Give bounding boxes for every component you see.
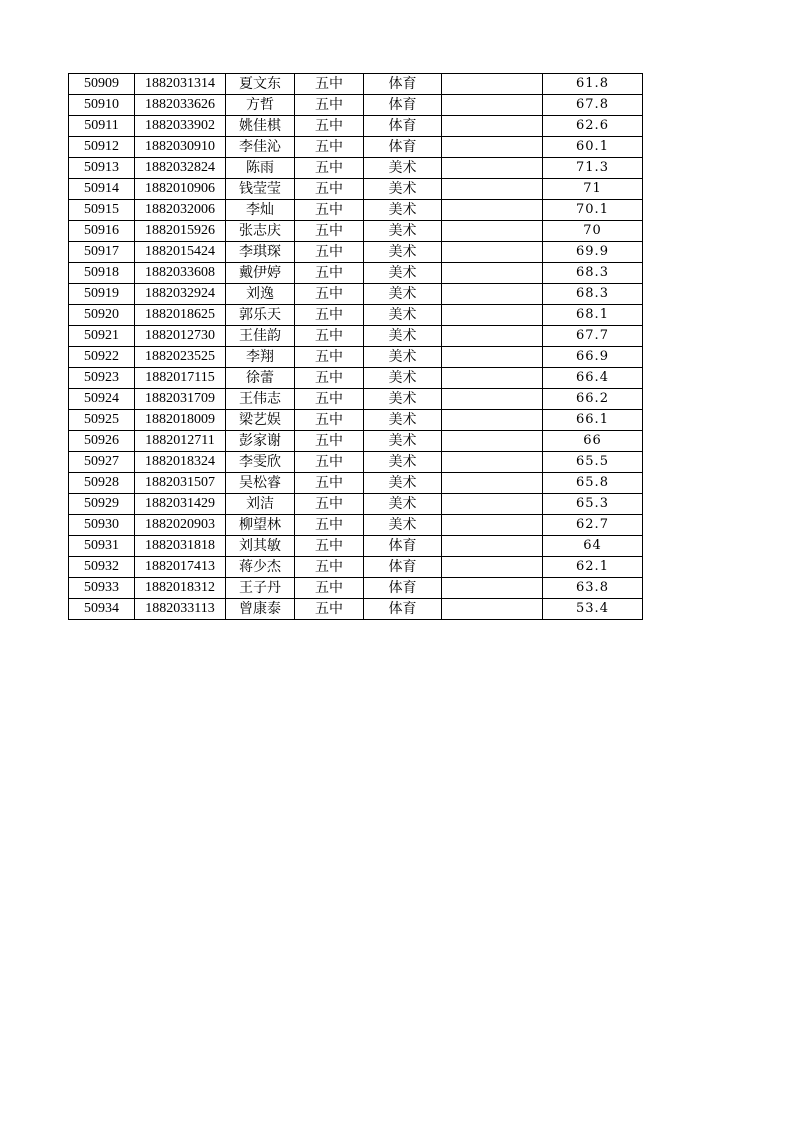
school-cell: 五中	[295, 368, 364, 389]
student-name-cell: 姚佳棋	[226, 116, 295, 137]
school-cell: 五中	[295, 347, 364, 368]
score-cell: 67.8	[543, 95, 643, 116]
school-cell: 五中	[295, 431, 364, 452]
seq-cell: 50926	[69, 431, 135, 452]
blank-cell	[442, 473, 543, 494]
exam-number-cell: 1882031818	[135, 536, 226, 557]
subject-cell: 美术	[364, 326, 442, 347]
exam-number-cell: 1882032006	[135, 200, 226, 221]
school-cell: 五中	[295, 74, 364, 95]
subject-cell: 美术	[364, 368, 442, 389]
table-row	[69, 557, 643, 578]
school-cell: 五中	[295, 515, 364, 536]
score-cell: 60.1	[543, 137, 643, 158]
seq-cell: 50934	[69, 599, 135, 620]
student-name-cell: 曾康泰	[226, 599, 295, 620]
blank-cell	[442, 74, 543, 95]
subject-cell: 美术	[364, 284, 442, 305]
score-cell: 53.4	[543, 599, 643, 620]
school-cell: 五中	[295, 473, 364, 494]
blank-cell	[442, 200, 543, 221]
score-cell: 70.1	[543, 200, 643, 221]
school-cell: 五中	[295, 179, 364, 200]
school-cell: 五中	[295, 200, 364, 221]
subject-cell: 美术	[364, 179, 442, 200]
school-cell: 五中	[295, 158, 364, 179]
table-row	[69, 305, 643, 326]
score-cell: 66.9	[543, 347, 643, 368]
subject-cell: 体育	[364, 578, 442, 599]
score-cell: 61.8	[543, 74, 643, 95]
seq-cell: 50915	[69, 200, 135, 221]
score-cell: 69.9	[543, 242, 643, 263]
table-row	[69, 263, 643, 284]
score-cell: 66.1	[543, 410, 643, 431]
score-cell: 62.6	[543, 116, 643, 137]
seq-cell: 50933	[69, 578, 135, 599]
student-name-cell: 李雯欣	[226, 452, 295, 473]
table-row	[69, 326, 643, 347]
blank-cell	[442, 326, 543, 347]
student-name-cell: 李灿	[226, 200, 295, 221]
subject-cell: 美术	[364, 200, 442, 221]
seq-cell: 50914	[69, 179, 135, 200]
score-cell: 62.1	[543, 557, 643, 578]
subject-cell: 美术	[364, 242, 442, 263]
table-row	[69, 410, 643, 431]
score-cell: 68.1	[543, 305, 643, 326]
exam-number-cell: 1882031429	[135, 494, 226, 515]
table-row	[69, 221, 643, 242]
seq-cell: 50921	[69, 326, 135, 347]
subject-cell: 美术	[364, 473, 442, 494]
blank-cell	[442, 179, 543, 200]
score-cell: 66.4	[543, 368, 643, 389]
blank-cell	[442, 116, 543, 137]
seq-cell: 50913	[69, 158, 135, 179]
score-cell: 63.8	[543, 578, 643, 599]
school-cell: 五中	[295, 599, 364, 620]
score-cell: 70	[543, 221, 643, 242]
blank-cell	[442, 599, 543, 620]
exam-number-cell: 1882032924	[135, 284, 226, 305]
score-cell: 71.3	[543, 158, 643, 179]
school-cell: 五中	[295, 263, 364, 284]
school-cell: 五中	[295, 410, 364, 431]
seq-cell: 50916	[69, 221, 135, 242]
table-row	[69, 389, 643, 410]
table-row	[69, 578, 643, 599]
student-name-cell: 徐蕾	[226, 368, 295, 389]
subject-cell: 体育	[364, 116, 442, 137]
exam-number-cell: 1882015424	[135, 242, 226, 263]
school-cell: 五中	[295, 242, 364, 263]
school-cell: 五中	[295, 284, 364, 305]
subject-cell: 体育	[364, 536, 442, 557]
seq-cell: 50924	[69, 389, 135, 410]
blank-cell	[442, 494, 543, 515]
score-cell: 62.7	[543, 515, 643, 536]
score-cell: 68.3	[543, 263, 643, 284]
table-row	[69, 452, 643, 473]
school-cell: 五中	[295, 452, 364, 473]
exam-number-cell: 1882018324	[135, 452, 226, 473]
school-cell: 五中	[295, 326, 364, 347]
table-row	[69, 158, 643, 179]
subject-cell: 美术	[364, 452, 442, 473]
score-cell: 65.3	[543, 494, 643, 515]
subject-cell: 美术	[364, 347, 442, 368]
blank-cell	[442, 137, 543, 158]
score-cell: 65.5	[543, 452, 643, 473]
blank-cell	[442, 284, 543, 305]
school-cell: 五中	[295, 305, 364, 326]
student-name-cell: 方哲	[226, 95, 295, 116]
exam-number-cell: 1882018312	[135, 578, 226, 599]
subject-cell: 美术	[364, 158, 442, 179]
table-row	[69, 599, 643, 620]
student-name-cell: 夏文东	[226, 74, 295, 95]
student-name-cell: 张志庆	[226, 221, 295, 242]
school-cell: 五中	[295, 494, 364, 515]
exam-number-cell: 1882012730	[135, 326, 226, 347]
blank-cell	[442, 578, 543, 599]
student-name-cell: 王佳韵	[226, 326, 295, 347]
table-row	[69, 116, 643, 137]
subject-cell: 美术	[364, 431, 442, 452]
blank-cell	[442, 557, 543, 578]
school-cell: 五中	[295, 221, 364, 242]
subject-cell: 体育	[364, 557, 442, 578]
blank-cell	[442, 221, 543, 242]
subject-cell: 美术	[364, 515, 442, 536]
table-row	[69, 347, 643, 368]
score-cell: 65.8	[543, 473, 643, 494]
score-cell: 64	[543, 536, 643, 557]
exam-number-cell: 1882015926	[135, 221, 226, 242]
seq-cell: 50909	[69, 74, 135, 95]
exam-number-cell: 1882033902	[135, 116, 226, 137]
school-cell: 五中	[295, 389, 364, 410]
exam-number-cell: 1882033113	[135, 599, 226, 620]
blank-cell	[442, 305, 543, 326]
subject-cell: 体育	[364, 137, 442, 158]
seq-cell: 50918	[69, 263, 135, 284]
school-cell: 五中	[295, 137, 364, 158]
student-name-cell: 陈雨	[226, 158, 295, 179]
blank-cell	[442, 410, 543, 431]
blank-cell	[442, 515, 543, 536]
seq-cell: 50929	[69, 494, 135, 515]
subject-cell: 美术	[364, 410, 442, 431]
table-row	[69, 179, 643, 200]
student-name-cell: 李琪琛	[226, 242, 295, 263]
student-name-cell: 钱莹莹	[226, 179, 295, 200]
seq-cell: 50923	[69, 368, 135, 389]
student-name-cell: 吴松睿	[226, 473, 295, 494]
table-row	[69, 284, 643, 305]
student-name-cell: 李翔	[226, 347, 295, 368]
school-cell: 五中	[295, 557, 364, 578]
blank-cell	[442, 389, 543, 410]
subject-cell: 体育	[364, 74, 442, 95]
blank-cell	[442, 95, 543, 116]
score-cell: 66	[543, 431, 643, 452]
blank-cell	[442, 242, 543, 263]
exam-number-cell: 1882017115	[135, 368, 226, 389]
subject-cell: 体育	[364, 95, 442, 116]
score-table	[68, 73, 643, 620]
table-row	[69, 74, 643, 95]
seq-cell: 50911	[69, 116, 135, 137]
seq-cell: 50925	[69, 410, 135, 431]
school-cell: 五中	[295, 536, 364, 557]
seq-cell: 50927	[69, 452, 135, 473]
exam-number-cell: 1882033608	[135, 263, 226, 284]
score-cell: 66.2	[543, 389, 643, 410]
exam-number-cell: 1882031507	[135, 473, 226, 494]
blank-cell	[442, 536, 543, 557]
subject-cell: 美术	[364, 221, 442, 242]
school-cell: 五中	[295, 578, 364, 599]
student-name-cell: 柳望林	[226, 515, 295, 536]
student-name-cell: 彭家谢	[226, 431, 295, 452]
student-name-cell: 李佳沁	[226, 137, 295, 158]
exam-number-cell: 1882032824	[135, 158, 226, 179]
table-row	[69, 515, 643, 536]
exam-number-cell: 1882020903	[135, 515, 226, 536]
seq-cell: 50932	[69, 557, 135, 578]
exam-number-cell: 1882018009	[135, 410, 226, 431]
subject-cell: 美术	[364, 263, 442, 284]
seq-cell: 50930	[69, 515, 135, 536]
blank-cell	[442, 347, 543, 368]
seq-cell: 50920	[69, 305, 135, 326]
blank-cell	[442, 452, 543, 473]
table-row	[69, 368, 643, 389]
subject-cell: 美术	[364, 389, 442, 410]
table-row	[69, 137, 643, 158]
seq-cell: 50917	[69, 242, 135, 263]
score-table-body	[69, 74, 643, 620]
table-row	[69, 494, 643, 515]
table-row	[69, 200, 643, 221]
exam-number-cell: 1882017413	[135, 557, 226, 578]
student-name-cell: 刘其敏	[226, 536, 295, 557]
seq-cell: 50919	[69, 284, 135, 305]
table-row	[69, 242, 643, 263]
student-name-cell: 郭乐天	[226, 305, 295, 326]
exam-number-cell: 1882023525	[135, 347, 226, 368]
score-cell: 68.3	[543, 284, 643, 305]
blank-cell	[442, 158, 543, 179]
student-name-cell: 梁艺娱	[226, 410, 295, 431]
exam-number-cell: 1882010906	[135, 179, 226, 200]
student-name-cell: 王伟志	[226, 389, 295, 410]
table-row	[69, 95, 643, 116]
seq-cell: 50931	[69, 536, 135, 557]
exam-number-cell: 1882012711	[135, 431, 226, 452]
student-name-cell: 王子丹	[226, 578, 295, 599]
exam-number-cell: 1882033626	[135, 95, 226, 116]
subject-cell: 体育	[364, 599, 442, 620]
subject-cell: 美术	[364, 305, 442, 326]
score-cell: 67.7	[543, 326, 643, 347]
student-name-cell: 刘洁	[226, 494, 295, 515]
school-cell: 五中	[295, 95, 364, 116]
table-row	[69, 473, 643, 494]
seq-cell: 50928	[69, 473, 135, 494]
exam-number-cell: 1882018625	[135, 305, 226, 326]
score-cell: 71	[543, 179, 643, 200]
blank-cell	[442, 263, 543, 284]
subject-cell: 美术	[364, 494, 442, 515]
seq-cell: 50912	[69, 137, 135, 158]
table-row	[69, 536, 643, 557]
seq-cell: 50922	[69, 347, 135, 368]
blank-cell	[442, 368, 543, 389]
exam-number-cell: 1882031709	[135, 389, 226, 410]
student-name-cell: 蒋少杰	[226, 557, 295, 578]
school-cell: 五中	[295, 116, 364, 137]
blank-cell	[442, 431, 543, 452]
table-row	[69, 431, 643, 452]
exam-number-cell: 1882031314	[135, 74, 226, 95]
seq-cell: 50910	[69, 95, 135, 116]
student-name-cell: 刘逸	[226, 284, 295, 305]
exam-number-cell: 1882030910	[135, 137, 226, 158]
student-name-cell: 戴伊婷	[226, 263, 295, 284]
